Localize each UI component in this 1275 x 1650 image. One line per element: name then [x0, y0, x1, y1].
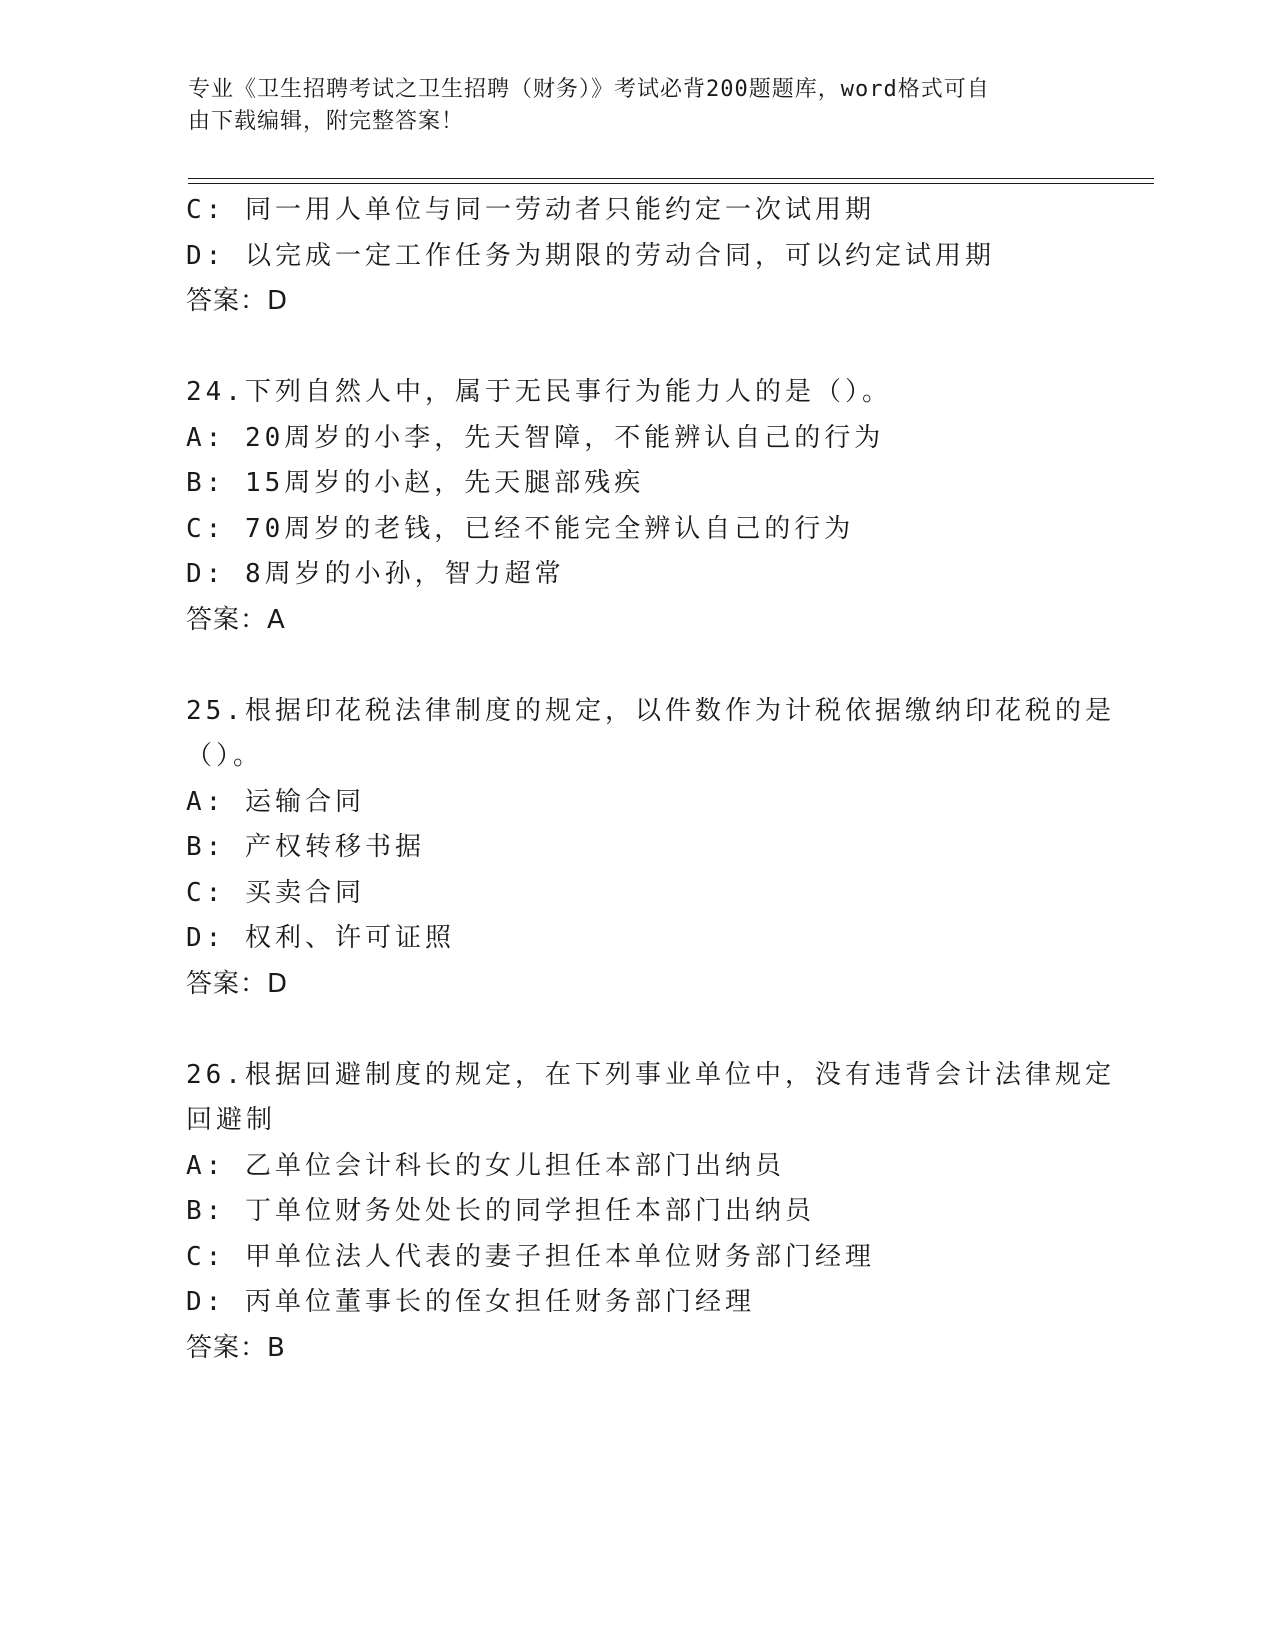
question-text-line-1: 26.根据回避制度的规定，在下列事业单位中，没有违背会计法律规定 [186, 1059, 1115, 1090]
question-24 [186, 370, 1086, 643]
question-25 [186, 689, 1115, 1008]
header-divider-top [188, 178, 1154, 179]
question-text-line-2: （）。 [186, 741, 264, 771]
option-b: B: 15周岁的小赵，先天腿部残疾 [186, 468, 645, 498]
document-header [188, 74, 1068, 138]
option-b: B: 产权转移书据 [186, 832, 425, 862]
option-c: C: 买卖合同 [186, 877, 365, 908]
option-c: C: 70周岁的老钱，已经不能完全辨认自己的行为 [186, 513, 855, 544]
option-a: A: 20周岁的小李，先天智障，不能辨认自己的行为 [186, 422, 885, 453]
question-text-line-1: 25.根据印花税法律制度的规定，以件数作为计税依据缴纳印花税的是 [186, 695, 1115, 726]
option-d: D: 以完成一定工作任务为期限的劳动合同，可以约定试用期 [186, 240, 995, 271]
option-a: A: 乙单位会计科长的女儿担任本部门出纳员 [186, 1150, 785, 1181]
option-d: D: 丙单位董事长的侄女担任财务部门经理 [186, 1287, 755, 1317]
prev-question-block [186, 188, 1086, 325]
question-text: 24.下列自然人中，属于无民事行为能力人的是（）。 [186, 377, 892, 407]
option-c: C: 同一用人单位与同一劳动者只能约定一次试用期 [186, 195, 875, 225]
question-text-line-2: 回避制 [186, 1105, 277, 1135]
header-line-2: 由下载编辑，附完整答案！ [188, 109, 465, 134]
question-list [186, 188, 1115, 1371]
option-c: C: 甲单位法人代表的妻子担任本单位财务部门经理 [186, 1241, 875, 1272]
header-divider-bottom [188, 183, 1154, 184]
option-b: B: 丁单位财务处处长的同学担任本部门出纳员 [186, 1196, 815, 1226]
answer-line: 答案：B [186, 1332, 286, 1363]
option-d: D: 权利、许可证照 [186, 923, 455, 953]
answer-line: 答案：D [186, 286, 289, 316]
question-26 [186, 1053, 1115, 1372]
option-a: A: 运输合同 [186, 786, 365, 817]
answer-line: 答案：A [186, 604, 286, 635]
answer-line: 答案：D [186, 968, 289, 999]
header-line-1: 专业《卫生招聘考试之卫生招聘（财务）》考试必背200题题库，word格式可自 [188, 77, 990, 102]
option-d: D: 8周岁的小孙，智力超常 [186, 559, 565, 589]
